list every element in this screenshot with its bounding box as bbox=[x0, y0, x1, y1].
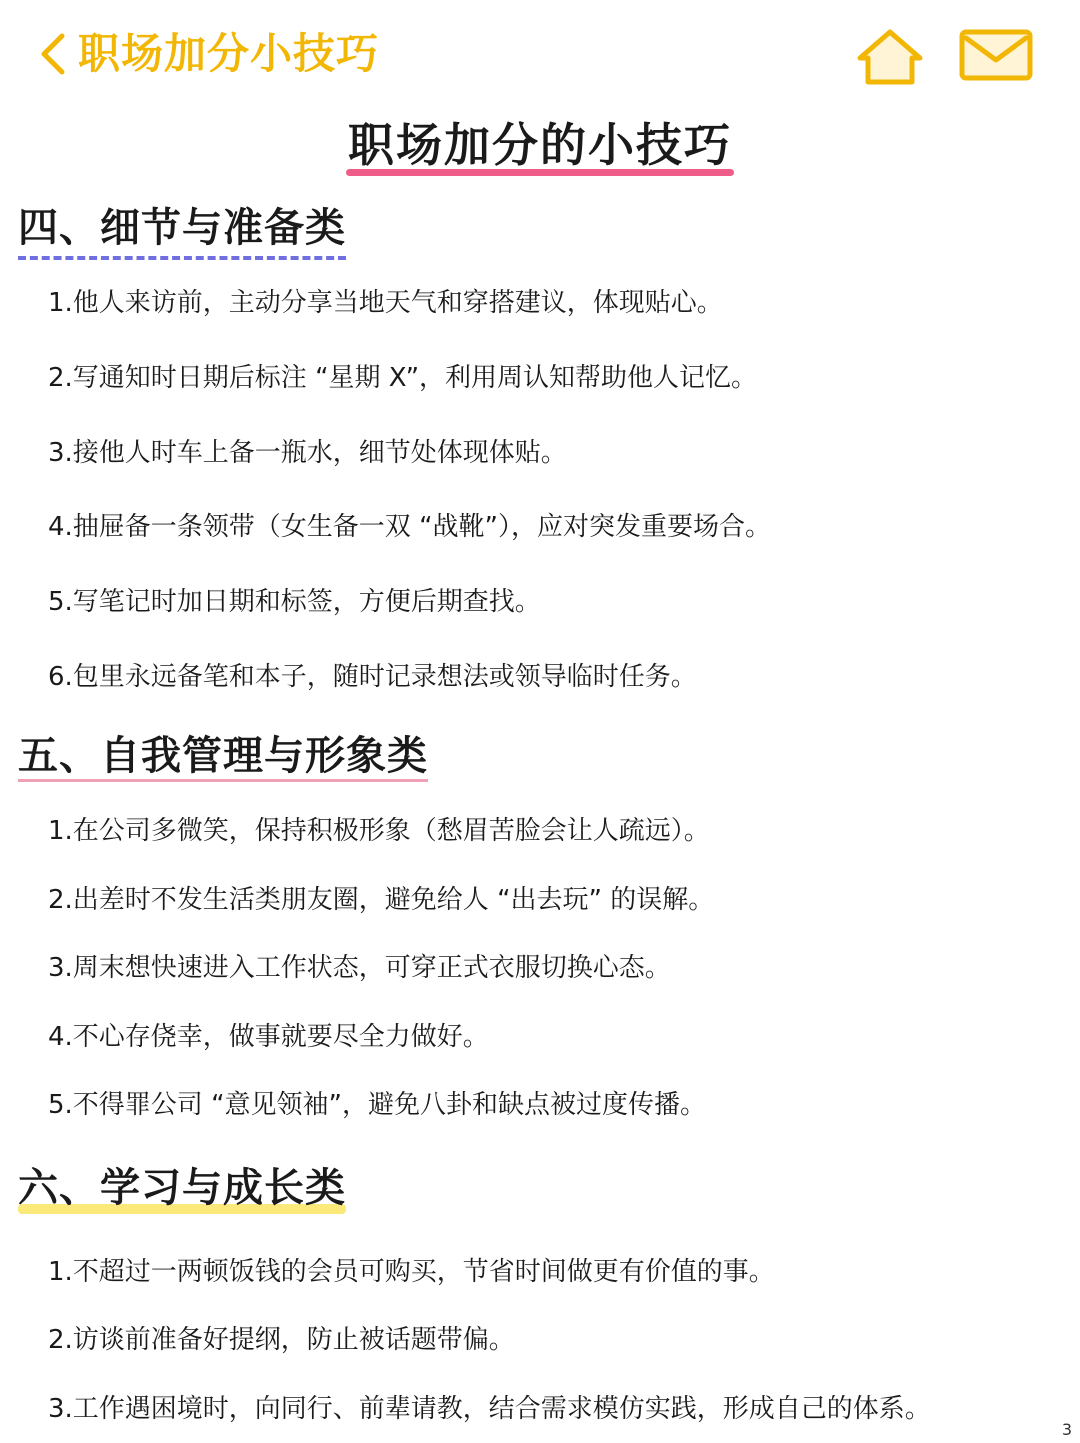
section-heading-self-management bbox=[18, 728, 428, 784]
list-item: 2.访谈前准备好提纲，防止被话题带偏。 bbox=[48, 1325, 515, 1355]
list-item: 3.接他人时车上备一瓶水，细节处体现体贴。 bbox=[48, 438, 567, 468]
main-title-container bbox=[0, 112, 1080, 178]
top-navigation-bar bbox=[0, 0, 1080, 110]
list-item: 1.在公司多微笑，保持积极形象（愁眉苦脸会让人疏远）。 bbox=[48, 816, 710, 846]
page-title-text: 职场加分的小技巧 bbox=[348, 118, 732, 172]
page-number: 3 bbox=[1061, 1420, 1072, 1439]
nav-title: 职场加分小技巧 bbox=[78, 29, 380, 78]
list-item: 5.写笔记时加日期和标签，方便后期查找。 bbox=[48, 587, 541, 617]
section-heading-text: 五、自我管理与形象类 bbox=[18, 733, 428, 779]
section-heading-learning bbox=[18, 1160, 346, 1216]
list-item: 2.写通知时日期后标注 “星期 X”，利用周认知帮助他人记忆。 bbox=[48, 363, 758, 393]
section-heading-details: 四、细节与准备类 bbox=[18, 200, 346, 260]
mail-icon[interactable] bbox=[958, 28, 1034, 82]
section-heading-text: 六、学习与成长类 bbox=[18, 1165, 346, 1211]
list-item: 1.不超过一两顿饭钱的会员可购买，节省时间做更有价值的事。 bbox=[48, 1257, 775, 1287]
page-title bbox=[346, 112, 734, 178]
heading-underline bbox=[18, 779, 428, 782]
list-item: 5.不得罪公司 “意见领袖”，避免八卦和缺点被过度传播。 bbox=[48, 1090, 707, 1120]
list-item: 2.出差时不发生活类朋友圈，避免给人 “出去玩” 的误解。 bbox=[48, 885, 715, 915]
chevron-left-icon bbox=[36, 30, 70, 78]
list-item: 3.工作遇困境时，向同行、前辈请教，结合需求模仿实践，形成自己的体系。 bbox=[48, 1394, 931, 1424]
list-item: 4.不心存侥幸，做事就要尽全力做好。 bbox=[48, 1022, 489, 1052]
list-item: 3.周末想快速进入工作状态，可穿正式衣服切换心态。 bbox=[48, 953, 671, 983]
back-button[interactable] bbox=[36, 24, 379, 84]
list-item: 6.包里永远备笔和本子，随时记录想法或领导临时任务。 bbox=[48, 662, 697, 692]
home-icon[interactable] bbox=[856, 26, 924, 86]
list-item: 1.他人来访前，主动分享当地天气和穿搭建议，体现贴心。 bbox=[48, 288, 723, 318]
list-item: 4.抽屉备一条领带（女生备一双 “战靴”），应对突发重要场合。 bbox=[48, 512, 772, 542]
